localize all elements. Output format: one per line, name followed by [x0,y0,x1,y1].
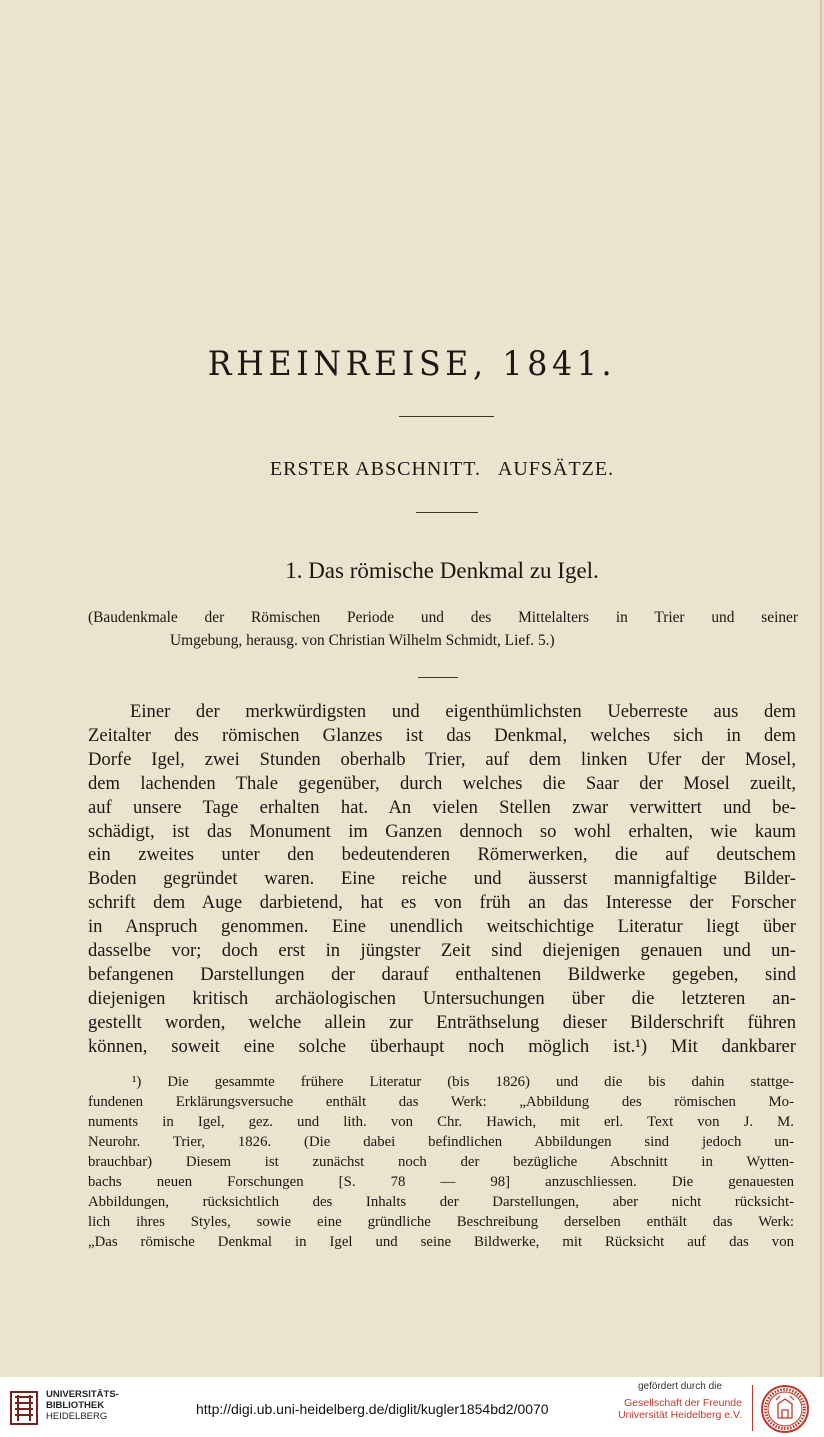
source-line: (Baudenkmale der Römischen Periode und des Mittelalters in Trier und seiner [88,609,798,626]
footnote-line: ¹) Die gesammte frühere Literatur (bis 1826) und die bis dahin stattge- [132,1074,794,1090]
section-heading: ERSTER ABSCHNITT. AUFSÄTZE. [269,458,615,480]
body-line: Zeitalter des römischen Glanzes ist das Denkmal, welches sich in dem [88,724,796,746]
body-line: in Anspruch genommen. Eine unendlich weitschichtige Literatur liegt über [88,916,796,938]
library-name [46,1389,119,1422]
chapter-heading: 1. Das römische Denkmal zu Igel. [285,558,599,583]
body-paragraph [88,700,796,1059]
body-line: ein zweites unter den bedeutenderen Römerwerken, die auf deutschem [88,844,796,866]
book-title: RHEINREISE, 1841. [207,344,617,384]
university-seal-icon [760,1384,810,1434]
footnote [88,1072,794,1252]
section-rule [416,512,478,513]
body-line: Boden gegründet waren. Eine reiche und äusserst mannigfaltige Bilder- [88,868,796,890]
footnote-line: fundenen Erklärungsversuche enthält das Werk: „Abbildung des römischen Mo- [88,1094,794,1110]
footnote-line: „Das römische Denkmal in Igel und seine Bildwerke, mit Rücksicht auf das von [88,1234,794,1250]
body-line: dasselbe vor; doch erst in jüngster Zeit sind diejenigen genauen und un- [88,940,796,962]
body-line: auf unsere Tage erhalten hat. An vielen Stellen zwar verwittert und be- [88,796,796,818]
body-line: diejenigen kritisch archäologischen Untersuchungen über die letzteren an- [88,987,796,1009]
footer-divider [752,1385,753,1431]
body-line: Einer der merkwürdigsten und eigenthümlichsten Ueberreste aus dem [130,701,796,722]
society-name [600,1397,742,1421]
title-rule [399,416,494,417]
body-line: können, soweit eine solche überhaupt noch möglich ist.¹) Mit dankbarer [88,1035,796,1057]
library-line: UNIVERSITÄTS- [46,1389,119,1400]
library-line: HEIDELBERG [46,1411,108,1422]
body-line: dem lachenden Thale gegenüber, durch welches die Saar der Mosel zueilt, [88,772,796,794]
footnote-line: brauchbar) Diesem ist zunächst noch der bezügliche Abschnitt in Wytten- [88,1154,794,1170]
body-line: schädigt, ist das Monument im Ganzen dennoch so wohl erhalten, wie kaum [88,820,796,842]
footnote-line: bachs neuen Forschungen [S. 78 — 98] anzuschliessen. Die genauesten [88,1174,794,1190]
body-line: gestellt worden, welche allein zur Enträthselung dieser Bilderschrift führen [88,1011,796,1033]
society-line: Universität Heidelberg e.V. [618,1409,742,1421]
ub-logo-icon[interactable] [10,1391,38,1425]
permalink[interactable]: http://digi.ub.uni-heidelberg.de/diglit/kugler1854bd2/0070 [196,1401,549,1417]
body-line: schrift dem Auge darbietend, hat es von früh an das Interesse der Forscher [88,892,796,914]
source-citation [88,606,798,652]
footnote-line: lich ihres Styles, sowie eine gründliche Beschreibung derselben enthält das Werk: [88,1214,794,1230]
footnote-line: Abbildungen, rücksichtlich des Inhalts der Darstellungen, aber nicht rücksicht- [88,1194,794,1210]
footnote-line: numents in Igel, gez. und lith. von Chr. Hawich, mit erl. Text von J. M. [88,1114,794,1130]
footnote-line: Neurohr. Trier, 1826. (Die dabei befindlichen Abbildungen sind jedoch un- [88,1134,794,1150]
library-line: BIBLIOTHEK [46,1400,105,1411]
source-line: Umgebung, herausg. von Christian Wilhelm Schmidt, Lief. 5.) [170,632,555,649]
source-rule [418,677,458,678]
body-line: Dorfe Igel, zwei Stunden oberhalb Trier, auf dem linken Ufer der Mosel, [88,748,796,770]
page-edge [820,0,822,1377]
digitization-footer [0,1377,824,1437]
body-line: befangenen Darstellungen der darauf enthaltenen Bildwerke gegeben, sind [88,963,796,985]
funded-by-label: gefördert durch die [638,1381,722,1392]
society-line: Gesellschaft der Freunde [624,1397,742,1409]
